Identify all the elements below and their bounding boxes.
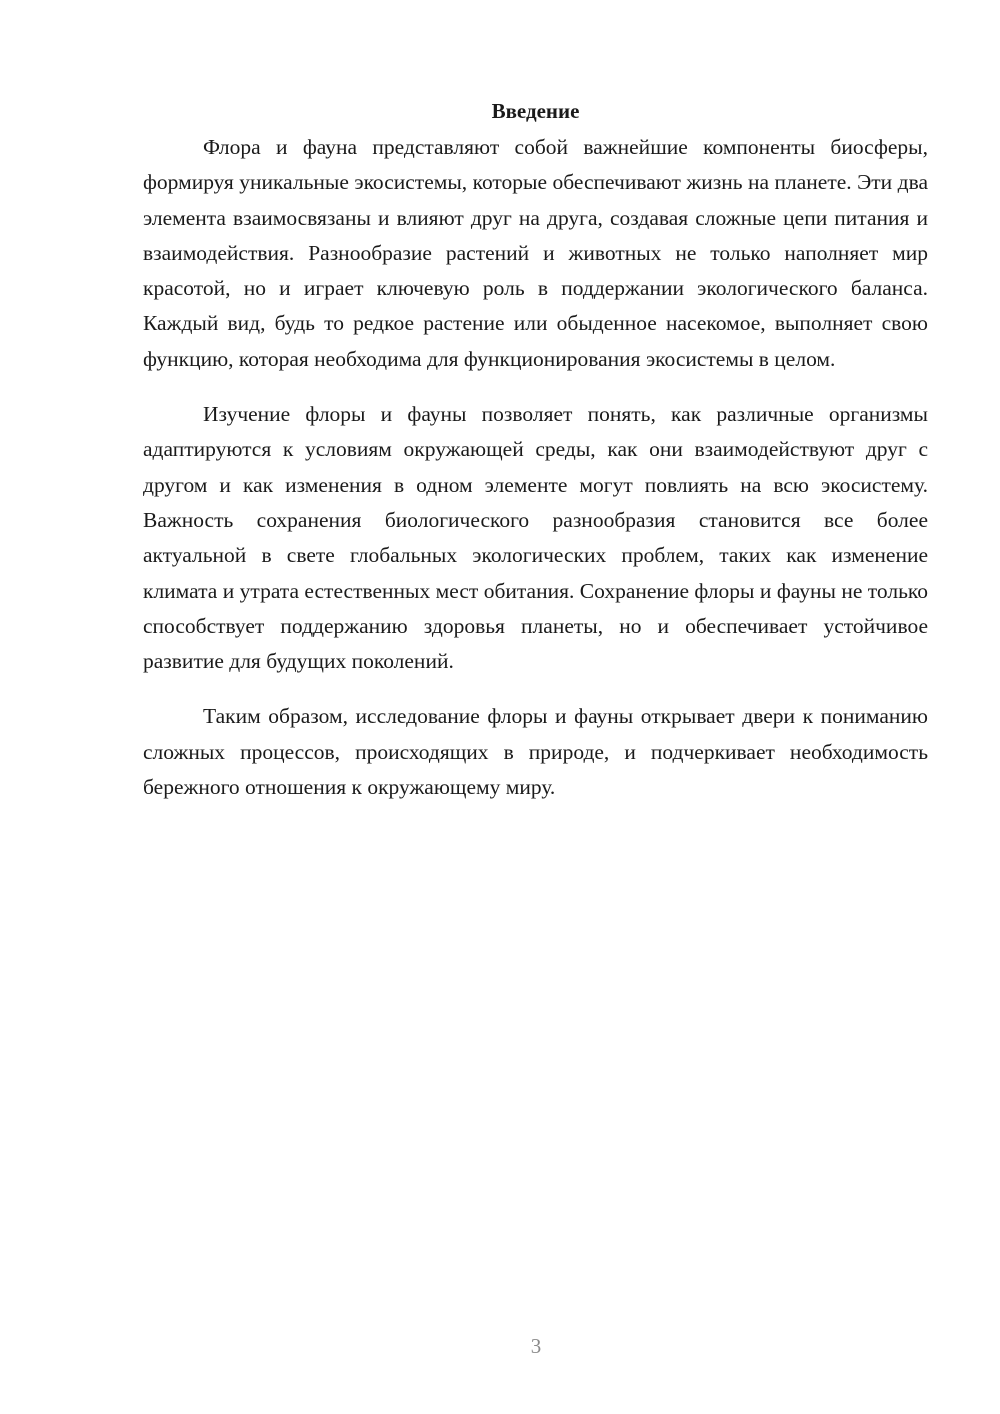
paragraph-1: Флора и фауна представляют собой важнейшие компоненты биосферы, формируя уникальные экосистемы, которые обеспечивают жизнь на планете. Эти два элемента взаимосвязаны и влияют друг на друга, создавая сложные цепи питания и взаимодействия. Разнообразие растений и животных не только наполняет мир красотой, но и играет ключевую роль в поддержании экологического баланса. Каждый вид, будь то редкое растение или обыденное насекомое, выполняет свою функцию, которая необходима для функционирования экосистемы в целом.	[143, 135, 928, 371]
page-content	[143, 96, 928, 825]
section-heading: Введение	[491, 99, 580, 123]
paragraph-2: Изучение флоры и фауны позволяет понять, как различные организмы адаптируются к условиям окружающей среды, как они взаимодействуют друг с другом и как изменения в одном элементе могут повлиять на всю экосистему. Важность сохранения биологического разнообразия становится все более актуальной в свете глобальных экологических проблем, таких как изменение климата и утрата естественных мест обитания. Сохранение флоры и фауны не только способствует поддержанию здоровья планеты, но и обеспечивает устойчивое развитие для будущих поколений.	[143, 402, 928, 674]
paragraph-3: Таким образом, исследование флоры и фауны открывает двери к пониманию сложных процессов, происходящих в природе, и подчеркивает необходимость бережного отношения к окружающему миру.	[143, 704, 928, 800]
page-number: 3	[530, 1334, 542, 1358]
